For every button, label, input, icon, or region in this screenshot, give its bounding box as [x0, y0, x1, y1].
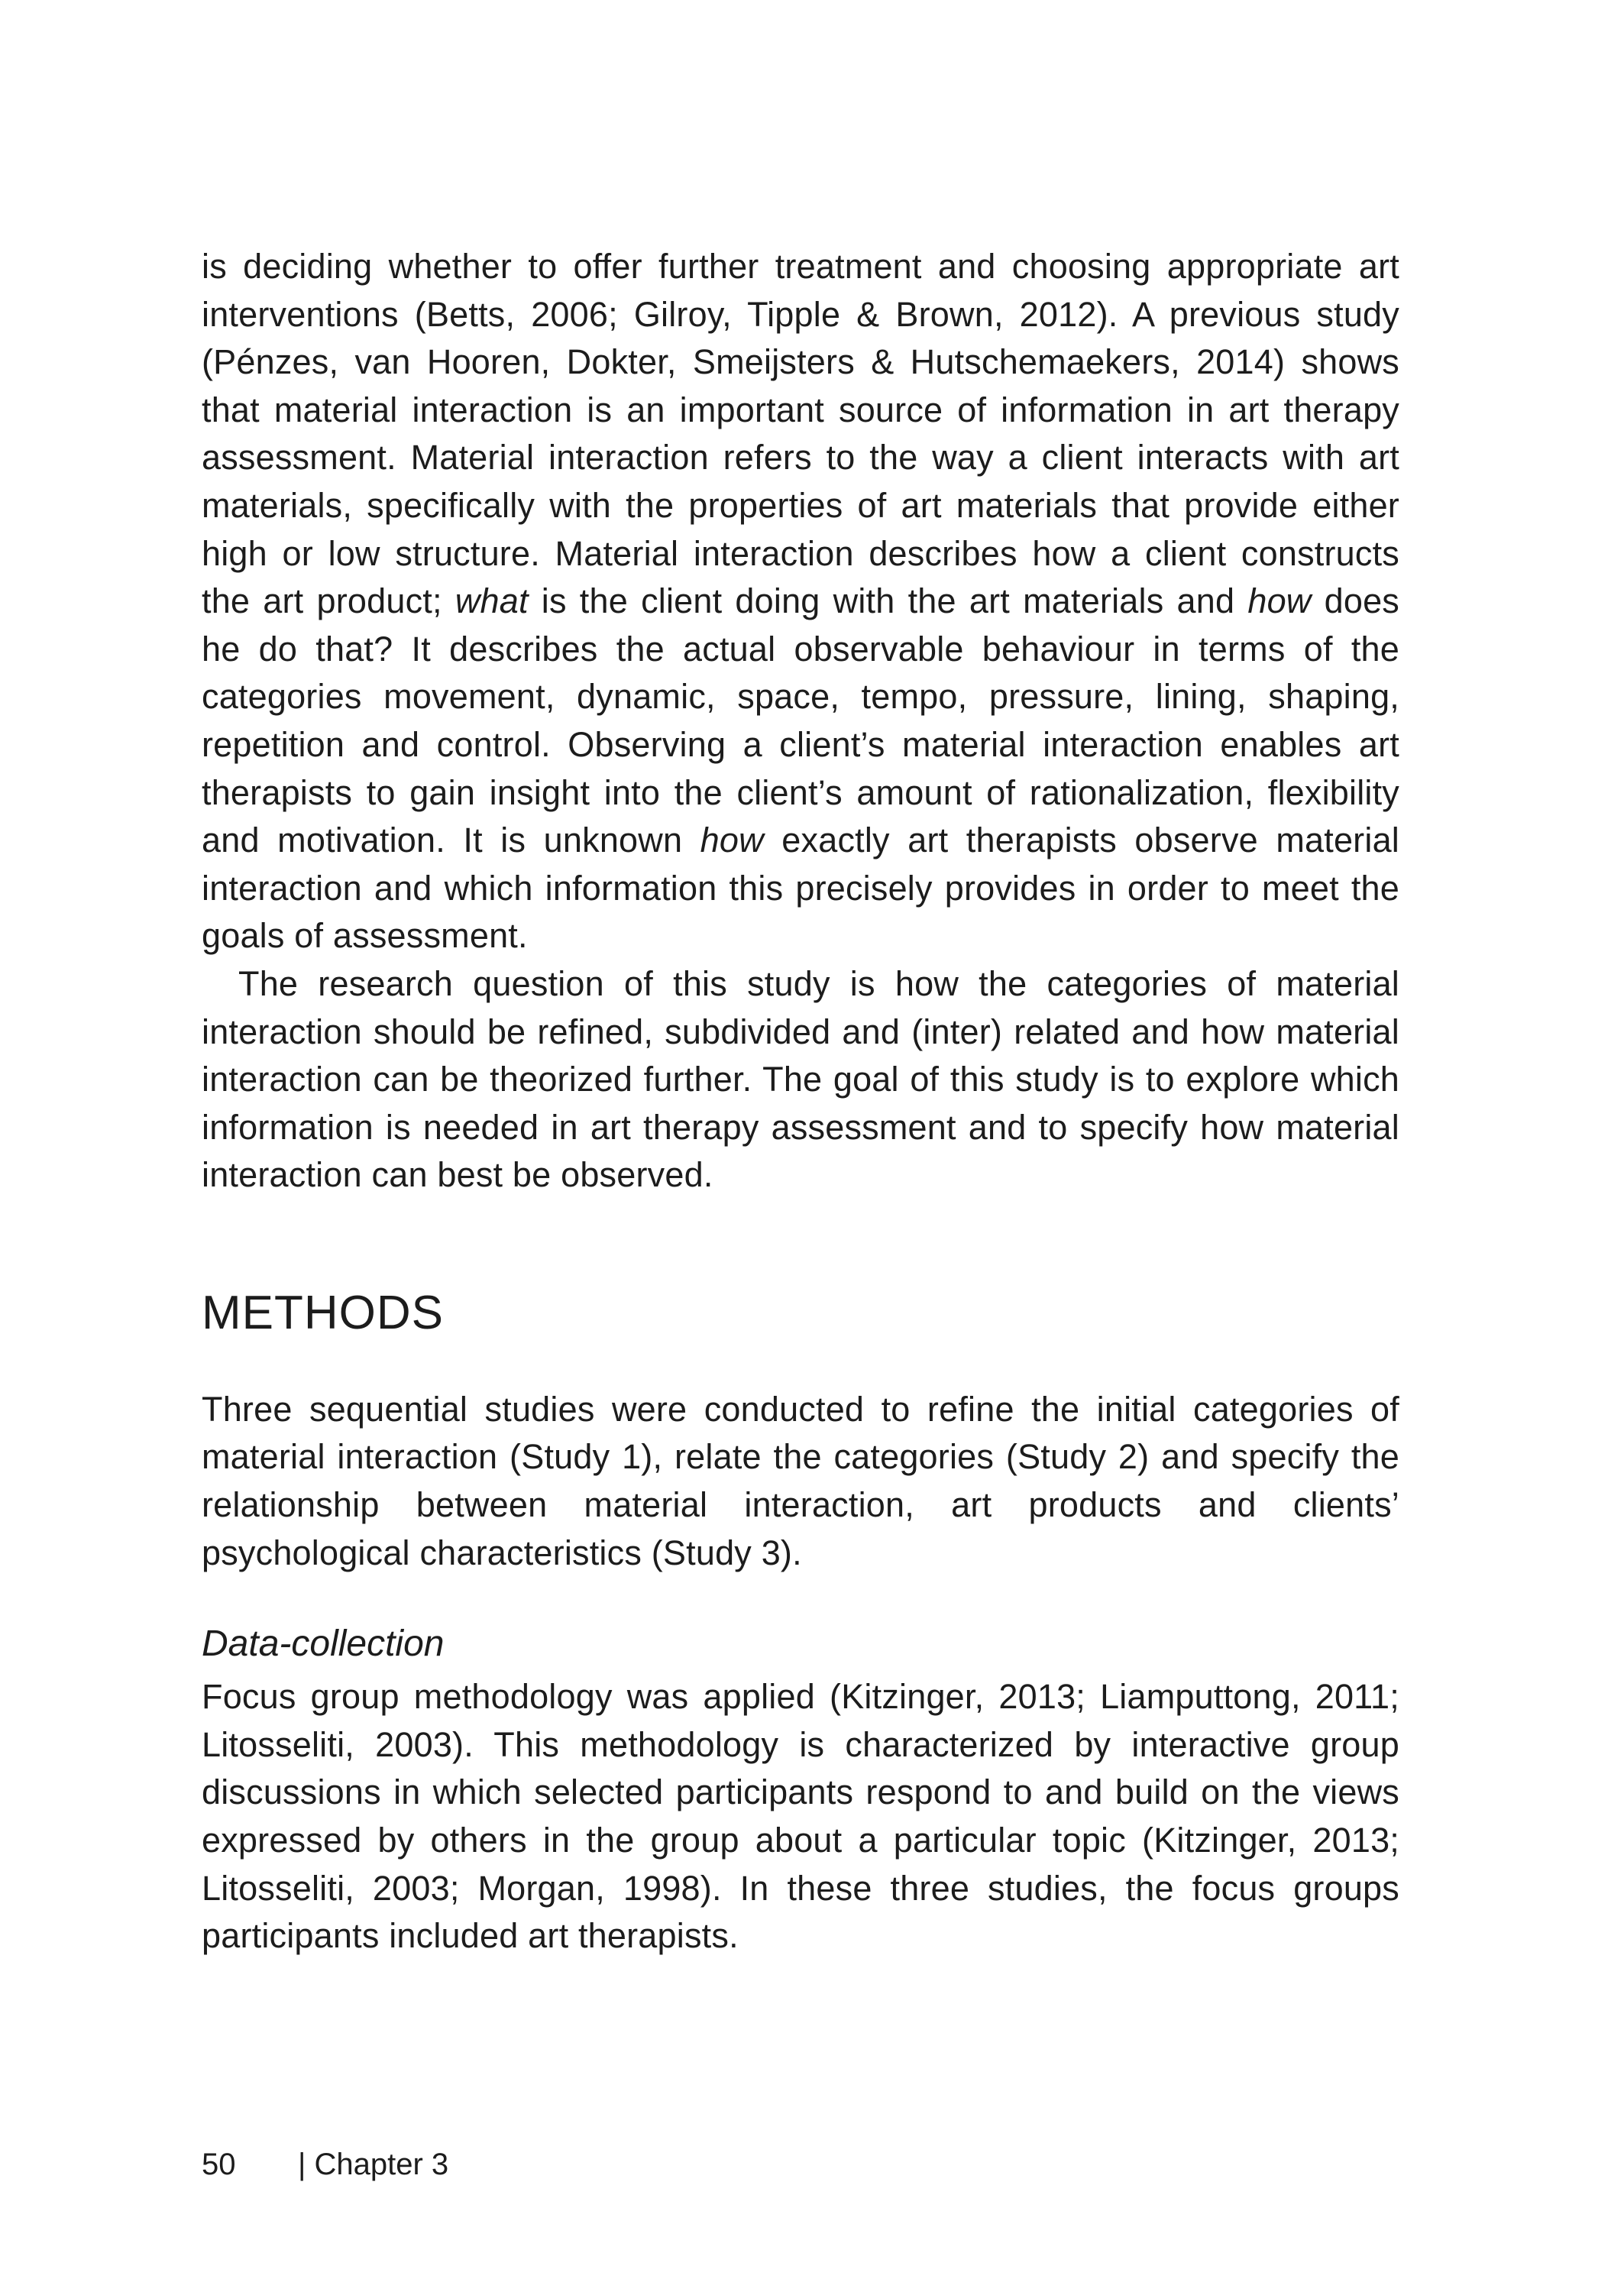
paragraph-intro-text-4: exactly art therapists observe material interaction and which information this precisely provides in order to meet the goals of assessment. — [202, 821, 1399, 956]
emphasis-how: how — [1247, 581, 1312, 621]
chapter-label: | Chapter 3 — [298, 2148, 449, 2181]
page-footer — [202, 2145, 448, 2184]
section-heading-methods: METHODS — [202, 1286, 444, 1339]
page-number: 50 — [202, 2148, 236, 2181]
page-content — [202, 243, 1399, 1960]
emphasis-how-2: how — [700, 821, 764, 860]
paragraph-research-question: The research question of this study is how the categories of material interaction should be refined, subdivided and (inter) related and how material interaction can be theorized further. The goal of this study is to explore which information is needed in art therapy assessment and to specify how material interaction can best be observed. — [202, 963, 1399, 1195]
paragraph-intro-text-1: is deciding whether to offer further treatment and choosing appropriate art interventions (Betts, 2006; Gilroy, Tipple & Brown, 2012). A previous study (Pénzes, van Hooren, Dokter, Smeijsters & Hutschemaekers, 2014) shows that material interaction is an important source of information in art therapy assessment. Material interaction refers to the way a client interacts with art materials, specifically with the properties of art materials that provide either high or low structure. Material interaction describes how a client constructs the art product; — [202, 247, 1399, 621]
paragraph-methods: Three sequential studies were conducted to refine the initial categories of material interaction (Study 1), relate the categories (Study 2) and specify the relationship between material interaction, art products and clients’ psychological characteristics (Study 3). — [202, 1389, 1399, 1572]
paragraph-intro-text-3: does he do that? It describes the actual observable behaviour in terms of the categories movement, dynamic, space, tempo, pressure, lining, shaping, repetition and control. Observing a client’s material interaction enables art therapists to gain insight into the client’s amount of rationalization, flexibility and motivation. It is unknown — [202, 581, 1399, 860]
emphasis-what: what — [455, 581, 529, 621]
paragraph-intro-text-2: is the client doing with the art materials and — [528, 581, 1248, 621]
subsection-heading-data-collection: Data-collection — [202, 1624, 445, 1665]
paragraph-intro — [202, 243, 1399, 960]
paragraph-data-collection: Focus group methodology was applied (Kitzinger, 2013; Liamputtong, 2011; Litosseliti, 2003). This methodology is characterized by interactive group discussions in which selected participants respond to and build on the views expressed by others in the group about a particular topic (Kitzinger, 2013; Litosseliti, 2003; Morgan, 1998). In these three studies, the focus groups participants included art therapists. — [202, 1677, 1399, 1956]
